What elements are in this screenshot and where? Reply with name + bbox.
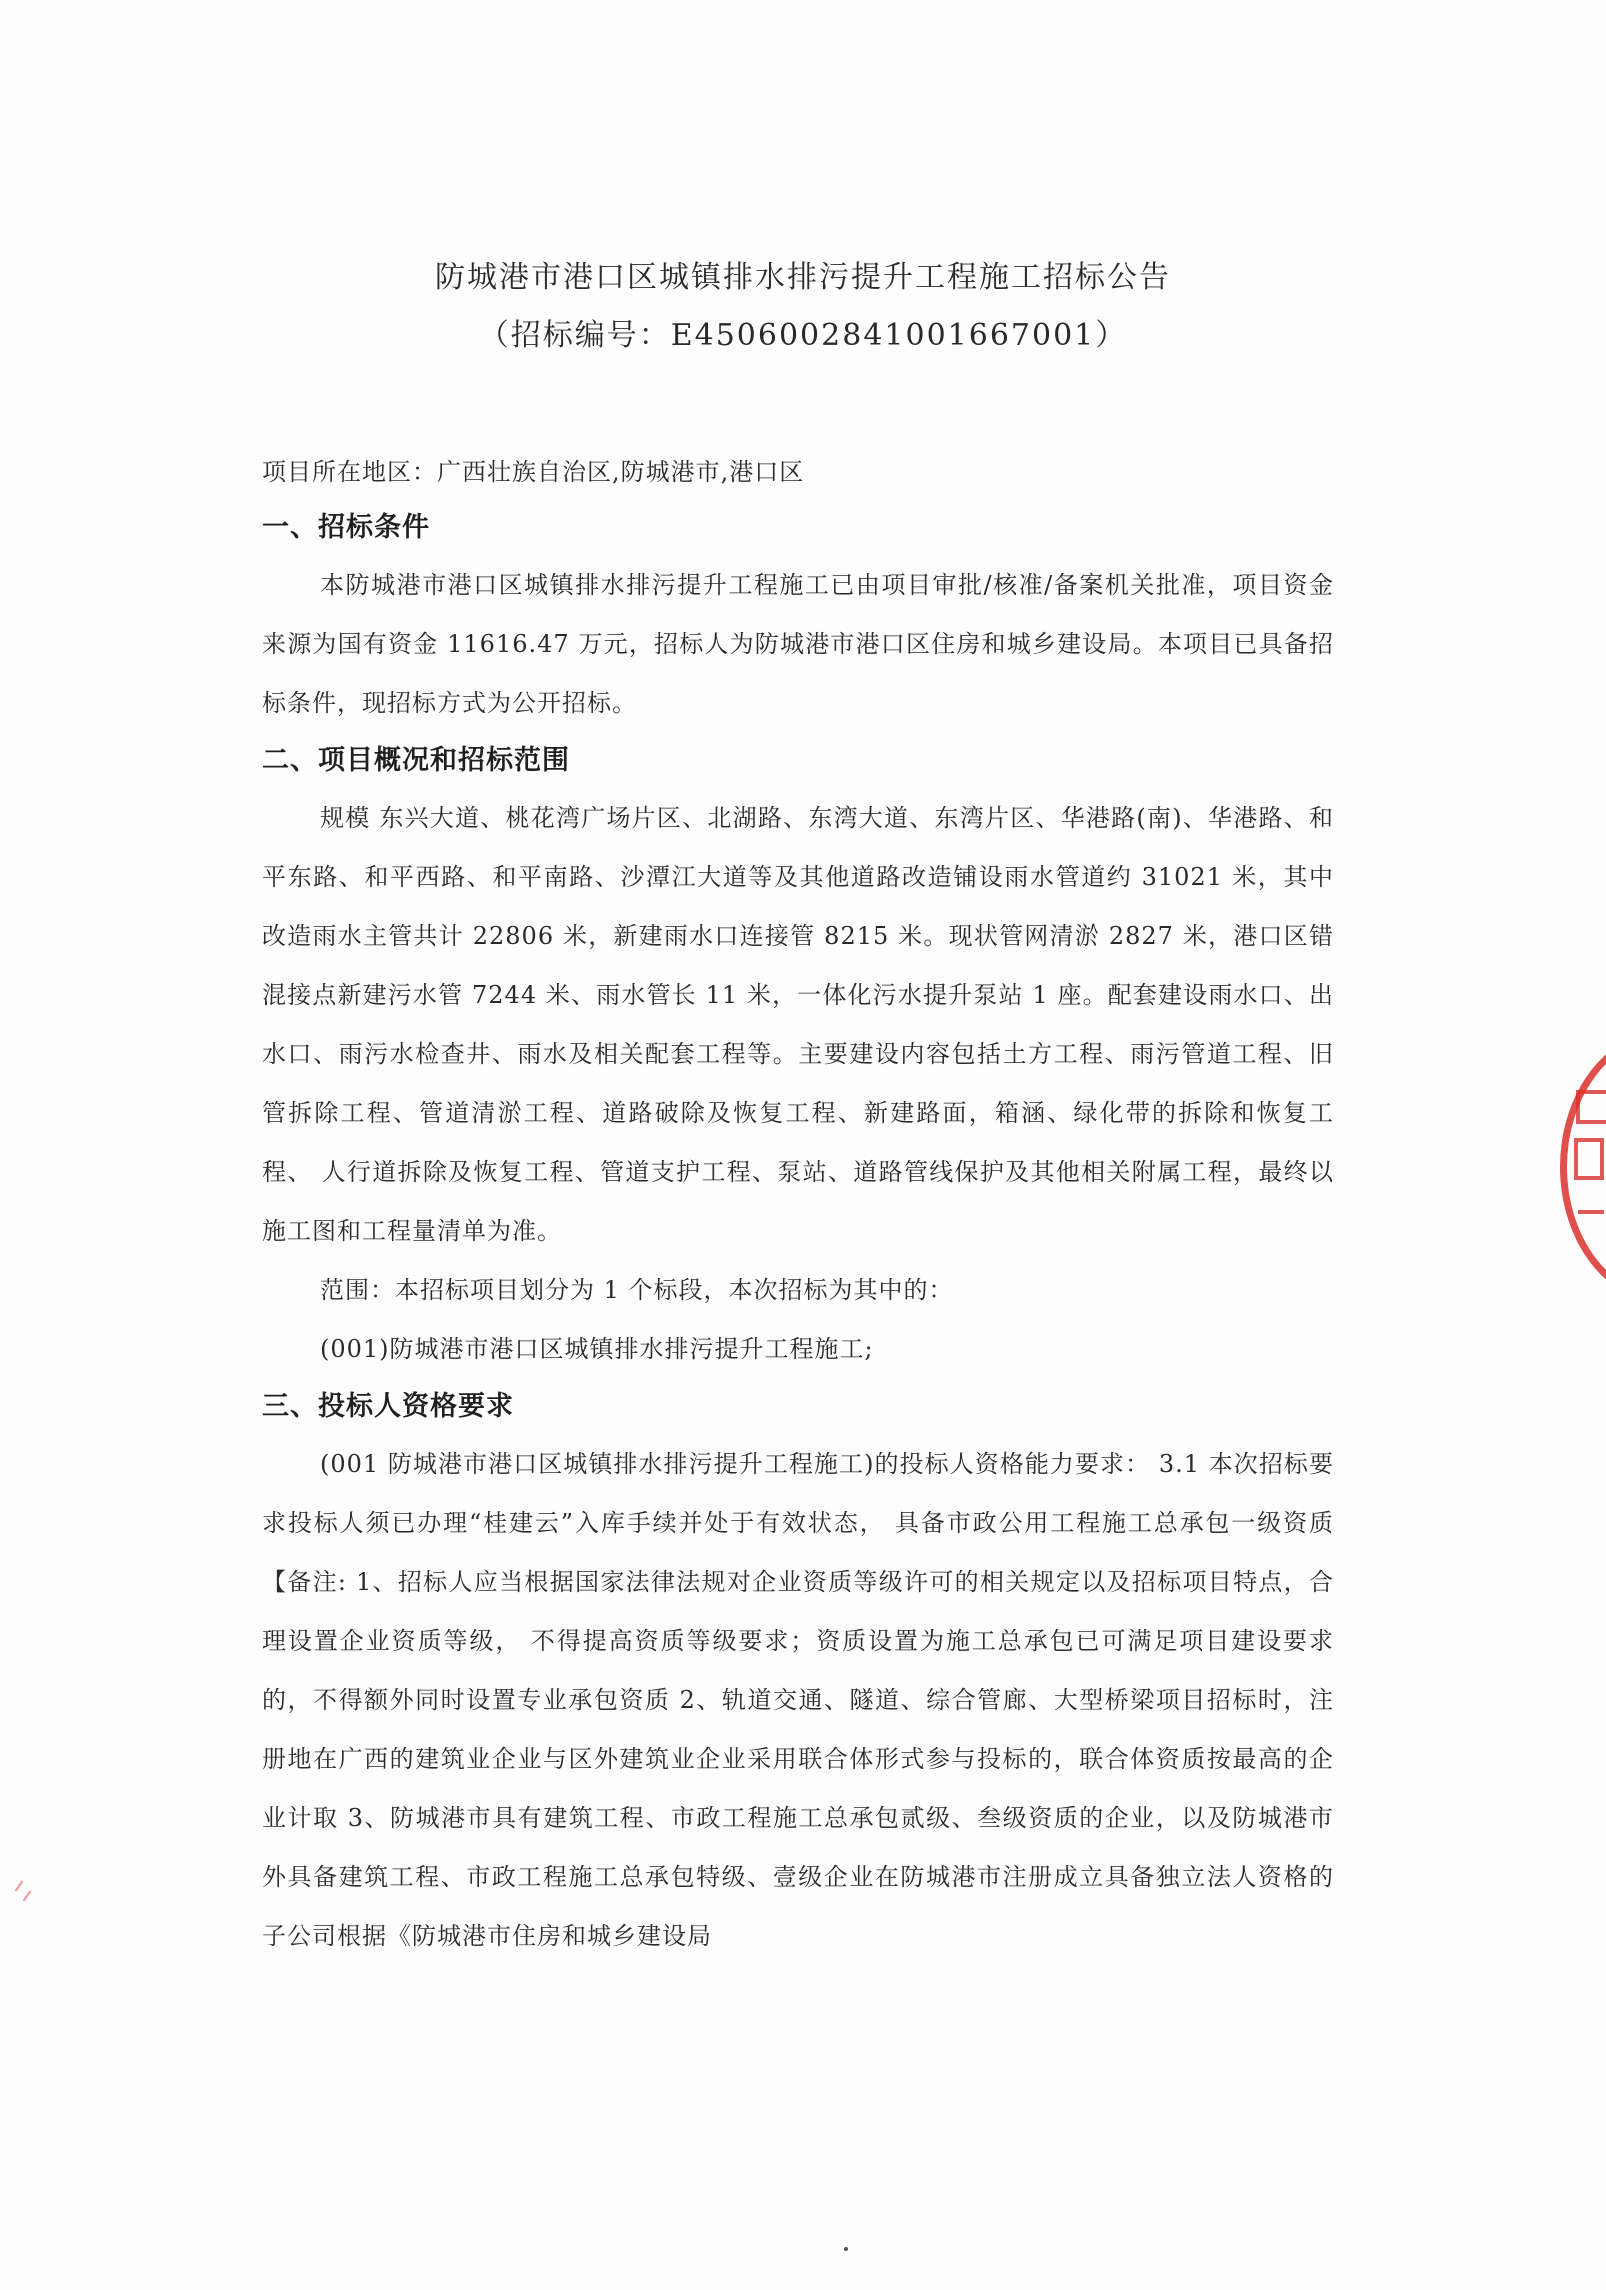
seal-glyph (1576, 1090, 1606, 1124)
section-heading-2: 二、项目概况和招标范围 (262, 745, 570, 776)
scan-dot (844, 2247, 848, 2251)
section-2-lot-item: (001)防城港市港口区城镇排水排污提升工程施工; (320, 1335, 874, 1363)
section-heading-1: 一、招标条件 (262, 512, 430, 543)
section-3-qualification-paragraph: (001 防城港市港口区城镇排水排污提升工程施工)的投标人资格能力要求： 3.1 本次招标要求投标人须已办理“桂建云”入库手续并处于有效状态， 具备市政公用工程施工总承包一级资质 【备注: 1、招标人应当根据国家法律法规对企业资质等级许可的相关规定以及招标项目特点，合理设置企业资质等级， 不得提高资质等级要求；资质设置为施工总承包已可满足项目建设要求的，不得额外同时设置专业承包资质 2、轨道交通、隧道、综合管廊、大型桥梁项目招标时，注册地在广西的建筑业企业与区外建筑业企业采用联合体形式参与投标的，联合体资质按最高的企业计取 3、防城港市具有建筑工程、市政工程施工总承包贰级、叁级资质的企业，以及防城港市外具备建筑工程、市政工程施工总承包特级、壹级企业在防城港市注册成立具备独立法人资格的子公司根据《防城港市住房和城乡建设局 (262, 1450, 1334, 1950)
section-2-scope-paragraph: 范围：本招标项目划分为 1 个标段，本次招标为其中的： (320, 1276, 954, 1304)
document-title: 防城港市港口区城镇排水排污提升工程施工招标公告 (435, 260, 1171, 295)
seal-glyph (1578, 1194, 1604, 1214)
section-2-scale-paragraph: 规模 东兴大道、桃花湾广场片区、北湖路、东湾大道、东湾片区、华港路(南)、华港路、和平东路、和平西路、和平南路、沙潭江大道等及其他道路改造铺设雨水管道约 31021 米，其中改造雨水主管共计 22806 米，新建雨水口连接管 8215 米。现状管网清淤 2827 米，港口区错混接点新建污水管 7244 米、雨水管长 11 米，一体化污水提升泵站 1 座。配套建设雨水口、出水口、雨污水检查井、雨水及相关配套工程等。主要建设内容包括土方工程、雨污管道工程、旧管拆除工程、管道清淤工程、道路破除及恢复工程、新建路面，箱涵、绿化带的拆除和恢复工程、 人行道拆除及恢复工程、管道支护工程、泵站、道路管线保护及其他相关附属工程，最终以施工图和工程量清单为准。 (262, 804, 1334, 1245)
scan-speck (23, 1891, 32, 1902)
section-1-paragraph: 本防城港市港口区城镇排水排污提升工程施工已由项目审批/核准/备案机关批准，项目资金来源为国有资金 11616.47 万元，招标人为防城港市港口区住房和城乡建设局。本项目已具备招标条件，现招标方式为公开招标。 (262, 571, 1334, 717)
project-location: 项目所在地区：广西壮族自治区,防城港市,港口区 (262, 458, 805, 486)
seal-glyph (1574, 1138, 1604, 1180)
document-body (262, 448, 1334, 1966)
tender-number: （招标编号：E4506002841001667001） (478, 318, 1128, 353)
section-heading-3: 三、投标人资格要求 (262, 1391, 514, 1422)
scan-speck (15, 1881, 24, 1892)
